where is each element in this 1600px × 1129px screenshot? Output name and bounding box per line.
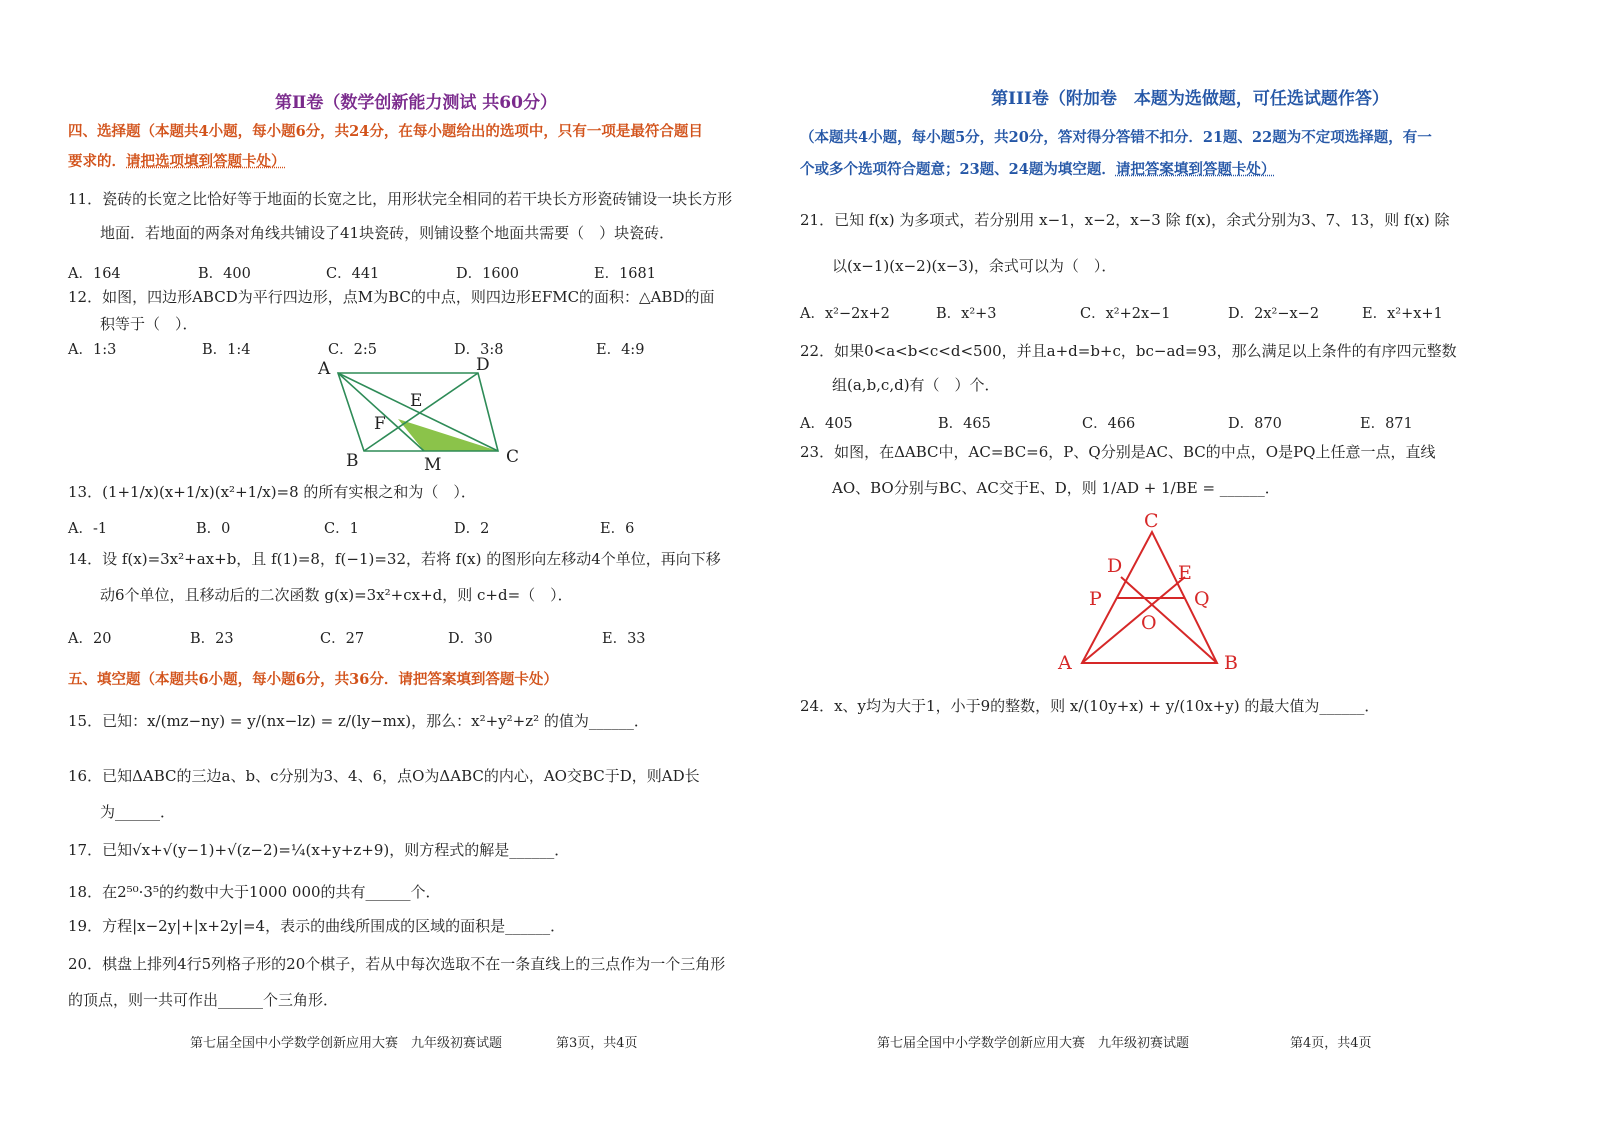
q14-option-e: E．33 bbox=[602, 631, 646, 647]
question-24: 24．x、y均为大于1，小于9的整数，则 x/(10y+x) + y/(10x+y) 的最大值为______． bbox=[800, 697, 1380, 715]
q14-option-b: B．23 bbox=[190, 631, 234, 647]
q16-line1: 16．已知ΔABC的三边a、b、c分别为3、4、6，点O为ΔABC的内心，AO交BC于D，则AD长 bbox=[68, 767, 700, 785]
q22-option-e: E．871 bbox=[1360, 416, 1413, 432]
q11-option-b: B．400 bbox=[198, 266, 251, 282]
question-13: 13．(1+1/x)(x+1/x)(x²+1/x)=8 的所有实根之和为（ ）． bbox=[68, 483, 476, 501]
q12-option-e: E．4:9 bbox=[596, 342, 645, 358]
q22-option-b: B．465 bbox=[938, 416, 991, 432]
q21-line2: 以(x−1)(x−2)(x−3)，余式可以为（ ）． bbox=[832, 257, 1117, 275]
question-20 bbox=[68, 946, 773, 1018]
q20-line1: 20．棋盘上排列4行5列格子形的20个棋子，若从中每次选取不在一条直线上的三点作为一个三角形 bbox=[68, 955, 726, 973]
q13-option-b: B．0 bbox=[196, 521, 231, 537]
label-a-tri: A bbox=[1058, 652, 1072, 674]
q14-line1: 14．设 f(x)=3x²+ax+b，且 f(1)=8，f(−1)=32，若将 f(x) 的图形向左移动4个单位，再向下移 bbox=[68, 550, 721, 568]
footer-page-left: 第3页，共4页 bbox=[556, 1036, 638, 1051]
label-e-tri: E bbox=[1178, 562, 1192, 584]
label-o-tri: O bbox=[1141, 612, 1157, 634]
label-c: C bbox=[506, 447, 520, 467]
question-12 bbox=[68, 284, 773, 338]
intro-line2a: 个或多个选项符合题意；23题、24题为填空题． bbox=[800, 161, 1116, 178]
q20-line2: 的顶点，则一共可作出______个三角形． bbox=[68, 991, 339, 1009]
question-21 bbox=[800, 197, 1505, 289]
q11-line2: 地面．若地面的两条对角线共铺设了41块瓷砖，则铺设整个地面共需要（ ）块瓷砖． bbox=[100, 224, 675, 242]
q12-option-d: D．3:8 bbox=[454, 342, 504, 358]
section-5-heading: 五、填空题（本题共6小题，每小题6分，共36分．请把答案填到答题卡处） bbox=[68, 671, 558, 688]
q12-line1: 12．如图，四边形ABCD为平行四边形，点M为BC的中点，则四边形EFMC的面积：△ABD的面 bbox=[68, 288, 715, 306]
triangle-figure bbox=[1055, 505, 1245, 675]
q12-option-c: C．2:5 bbox=[328, 342, 377, 358]
question-15: 15．已知：x/(mz−ny) = y/(nx−lz) = z/(ly−mx)，那么：x²+y²+z² 的值为______． bbox=[68, 712, 649, 730]
label-p-tri: P bbox=[1089, 588, 1102, 610]
question-22 bbox=[800, 334, 1505, 402]
q11-option-e: E．1681 bbox=[594, 266, 656, 282]
q21-line1: 21．已知 f(x) 为多项式，若分别用 x−1，x−2，x−3 除 f(x)，余式分别为3、7、13，则 f(x) 除 bbox=[800, 211, 1450, 229]
question-11 bbox=[68, 183, 773, 251]
q14-option-a: A．20 bbox=[68, 631, 112, 647]
page-4 bbox=[800, 0, 1600, 1129]
section-4-line2a: 要求的． bbox=[68, 153, 126, 170]
q14-options bbox=[68, 627, 773, 651]
q13-option-d: D．2 bbox=[454, 521, 490, 537]
q21-option-d: D．2x²−x−2 bbox=[1228, 306, 1320, 322]
q11-option-d: D．1600 bbox=[456, 266, 520, 282]
part-3-intro bbox=[800, 122, 1505, 186]
shaded-region-efmc bbox=[398, 419, 498, 451]
q21-options bbox=[800, 302, 1505, 326]
intro-line1: （本题共4小题，每小题5分，共20分，答对得分答错不扣分．21题、22题为不定项选择题，有一 bbox=[800, 129, 1432, 146]
section-4-line1: 四、选择题（本题共4小题，每小题6分，共24分，在每小题给出的选项中，只有一项是最符合题目 bbox=[68, 123, 703, 140]
section-4-line2b: 请把选项填到答题卡处） bbox=[126, 153, 286, 170]
q14-line2: 动6个单位，且移动后的二次函数 g(x)=3x²+cx+d，则 c+d=（ ）． bbox=[100, 586, 573, 604]
q16-line2: 为______． bbox=[100, 803, 176, 821]
label-q-tri: Q bbox=[1194, 588, 1210, 610]
part-3-title: 第III卷（附加卷 本题为选做题，可任选试题作答） bbox=[991, 89, 1389, 109]
q11-option-a: A．164 bbox=[68, 266, 121, 282]
q21-option-c: C．x²+2x−1 bbox=[1080, 306, 1171, 322]
intro-line2b: 请把答案填到答题卡处） bbox=[1115, 161, 1276, 178]
q14-option-d: D．30 bbox=[448, 631, 493, 647]
q13-option-e: E．6 bbox=[600, 521, 635, 537]
footer-title-left: 第七届全国中小学数学创新应用大赛 九年级初赛试题 bbox=[190, 1036, 503, 1051]
q22-line2: 组(a,b,c,d)有（ ）个． bbox=[832, 376, 1000, 394]
label-c-tri: C bbox=[1144, 510, 1159, 532]
footer-title-right: 第七届全国中小学数学创新应用大赛 九年级初赛试题 bbox=[877, 1036, 1190, 1051]
label-b: B bbox=[346, 451, 359, 471]
q13-options bbox=[68, 517, 773, 541]
question-17: 17．已知√x+√(y−1)+√(z−2)=¼(x+y+z+9)，则方程式的解是______． bbox=[68, 841, 570, 859]
q21-option-b: B．x²+3 bbox=[936, 306, 997, 322]
q22-options bbox=[800, 412, 1505, 436]
q22-option-d: D．870 bbox=[1228, 416, 1282, 432]
parallelogram-figure bbox=[310, 352, 540, 477]
footer-page-right: 第4页，共4页 bbox=[1290, 1036, 1372, 1051]
label-e: E bbox=[410, 391, 423, 411]
section-4-heading bbox=[68, 117, 773, 177]
q13-option-c: C．1 bbox=[324, 521, 359, 537]
part-2-title: 第Ⅱ卷（数学创新能力测试 共60分） bbox=[275, 93, 557, 113]
q23-line2: AO、BO分别与BC、AC交于E、D，则 1/AD + 1/BE = ______． bbox=[832, 479, 1280, 497]
label-d-tri: D bbox=[1107, 555, 1123, 577]
label-a: A bbox=[318, 359, 331, 379]
q12-line2: 积等于（ ）． bbox=[100, 315, 198, 333]
question-23 bbox=[800, 434, 1505, 506]
question-16 bbox=[68, 758, 773, 830]
q11-option-c: C．441 bbox=[326, 266, 380, 282]
label-d: D bbox=[476, 355, 490, 375]
label-b-tri: B bbox=[1224, 652, 1238, 674]
question-18: 18．在2⁵⁰·3⁵的约数中大于1000 000的共有______个． bbox=[68, 883, 441, 901]
q21-option-e: E．x²+x+1 bbox=[1362, 306, 1443, 322]
q11-line1: 11．瓷砖的长宽之比恰好等于地面的长宽之比，用形状完全相同的若干块长方形瓷砖铺设一块长方形 bbox=[68, 190, 733, 208]
question-19: 19．方程|x−2y|+|x+2y|=4，表示的曲线所围成的区域的面积是______． bbox=[68, 917, 566, 935]
q21-option-a: A．x²−2x+2 bbox=[800, 306, 890, 322]
q12-option-a: A．1:3 bbox=[68, 342, 117, 358]
q13-option-a: A．-1 bbox=[68, 521, 108, 537]
q14-option-c: C．27 bbox=[320, 631, 365, 647]
q22-option-c: C．466 bbox=[1082, 416, 1136, 432]
label-f: F bbox=[374, 414, 386, 434]
q22-option-a: A．405 bbox=[800, 416, 853, 432]
q22-line1: 22．如果0<a<b<c<d<500，并且a+d=b+c，bc−ad=93，那么满足以上条件的有序四元整数 bbox=[800, 342, 1457, 360]
label-m: M bbox=[424, 455, 442, 475]
q23-line1: 23．如图，在ΔABC中，AC=BC=6，P、Q分别是AC、BC的中点，O是PQ上任意一点，直线 bbox=[800, 443, 1436, 461]
question-14 bbox=[68, 541, 773, 613]
q11-options bbox=[68, 262, 773, 286]
q12-option-b: B．1:4 bbox=[202, 342, 251, 358]
